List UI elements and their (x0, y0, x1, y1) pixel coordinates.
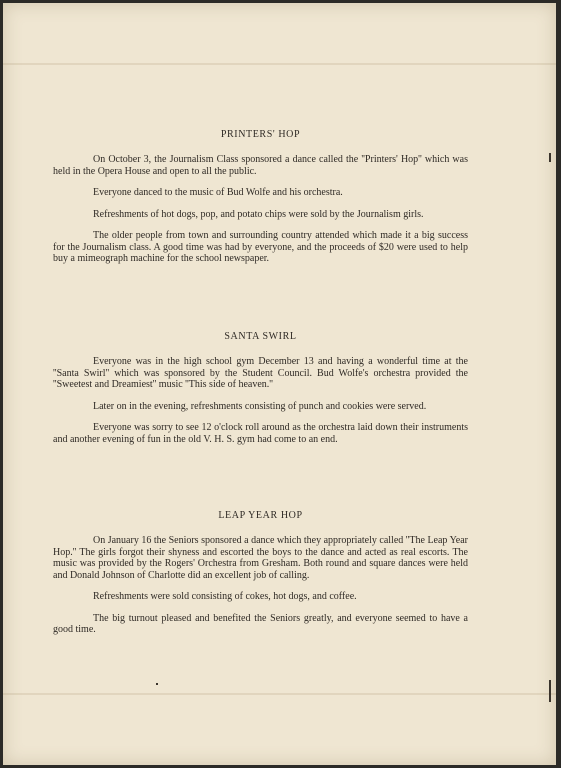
page-fold-mark (3, 63, 556, 65)
paragraph: The big turnout pleased and benefited the Seniors greatly, and everyone seemed to have a good time. (53, 612, 468, 635)
section-santa-swirl (53, 331, 468, 445)
paragraph: The older people from town and surrounding country attended which made it a big success for the Journalism class. A good time was had by everyone, and the proceeds of $20 were used to help buy a mimeograph machine for the school newspaper. (53, 230, 468, 264)
ink-speck (156, 683, 158, 685)
paragraph: On October 3, the Journalism Class sponsored a dance called the ''Printers' Hop'' which was held in the Opera House and open to all the public. (53, 154, 468, 177)
paragraph: On January 16 the Seniors sponsored a dance which they appropriately called ''The Leap Year Hop.'' The girls forgot their shyness and escorted the boys to the dance and acted as real escorts. The music was provided by the Rogers' Orchestra from Gresham. Both round and square dances were held and Donald Johnson of Charlotte did an excellent job of calling. (53, 535, 468, 581)
section-title: PRINTERS' HOP (220, 129, 301, 140)
margin-mark (549, 153, 551, 162)
margin-mark (549, 680, 551, 702)
paragraph: Everyone was sorry to see 12 o'clock roll around as the orchestra laid down their instruments and another evening of fun in the old V. H. S. gym had come to an end. (53, 422, 468, 445)
paragraph: Everyone danced to the music of Bud Wolfe and his orchestra. (93, 187, 343, 198)
paragraph: Refreshments of hot dogs, pop, and potato chips were sold by the Journalism girls. (93, 208, 424, 220)
section-title: LEAP YEAR HOP (218, 510, 303, 521)
page-fold-mark (3, 693, 556, 695)
section-title: SANTA SWIRL (224, 331, 297, 342)
paragraph: Refreshments were sold consisting of cokes, hot dogs, and coffee. (93, 591, 357, 602)
paragraph: Later on in the evening, refreshments consisting of punch and cookies were served. (93, 400, 427, 412)
section-printers-hop (53, 129, 468, 265)
paragraph: Everyone was in the high school gym December 13 and having a wonderful time at the ''Santa Swirl'' which was sponsored by the Student Council. Bud Wolfe's orchestra provided the ''Sweetest and Dreamiest'' music ''This side of heaven.'' (53, 356, 468, 390)
document-page (3, 3, 556, 765)
section-leap-year-hop (53, 510, 468, 636)
